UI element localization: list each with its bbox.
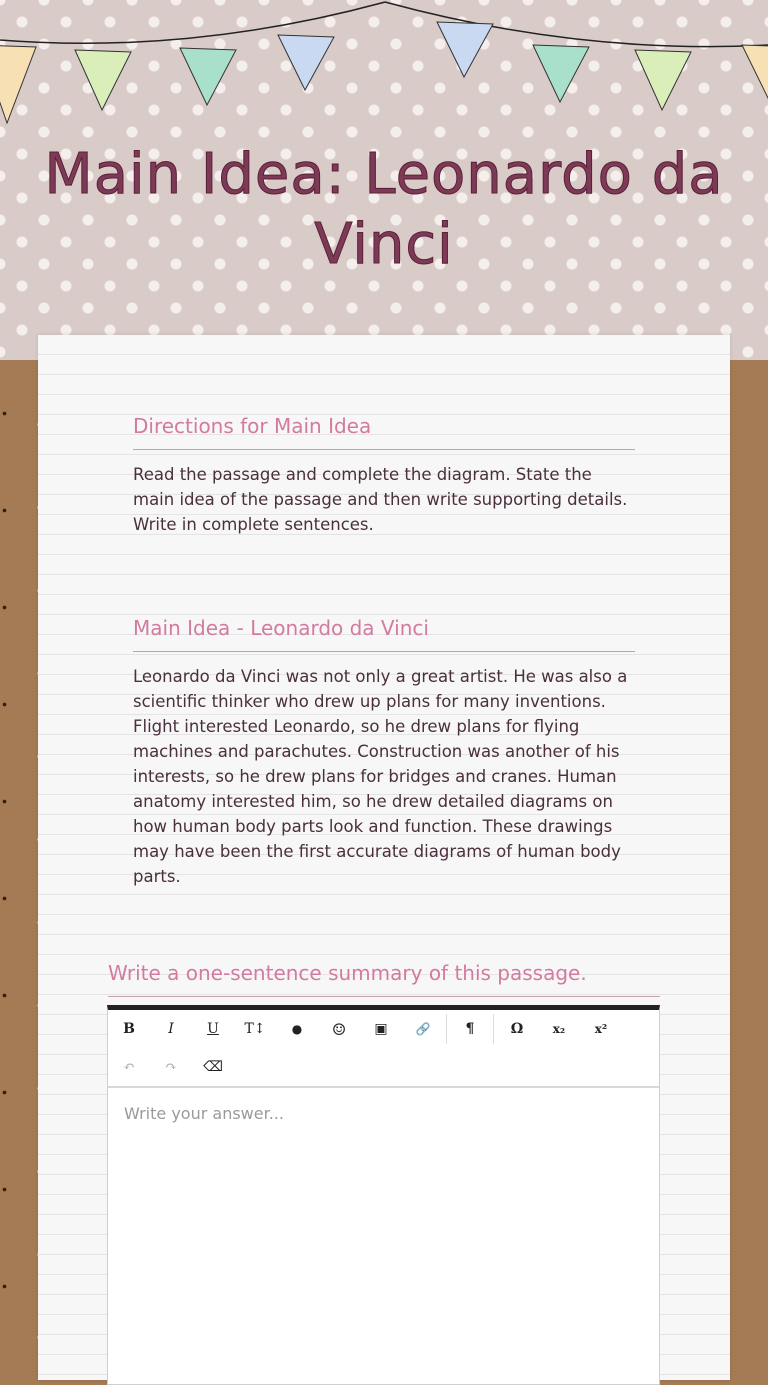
underline-button[interactable]: U	[207, 1021, 219, 1037]
worksheet-paper	[38, 335, 730, 1380]
bunting-decoration	[0, 0, 768, 130]
passage-heading: Main Idea - Leonardo da Vinci	[133, 615, 635, 652]
directions-section	[133, 413, 635, 537]
bunting-flag	[0, 45, 36, 123]
bold-button[interactable]: B	[123, 1021, 135, 1037]
paragraph-direction-icon[interactable]: ¶	[465, 1021, 475, 1037]
clear-format-icon[interactable]: ⌫	[203, 1059, 223, 1075]
answer-input[interactable]: Write your answer...	[124, 1104, 284, 1123]
editor-toolbar	[108, 1010, 659, 1088]
directions-body: Read the passage and complete the diagram. State the main idea of the passage and then write supporting details. Write in complete sentences.	[133, 465, 628, 534]
bunting-flag	[278, 35, 334, 90]
image-icon[interactable]: ▣	[374, 1021, 388, 1037]
passage-body: Leonardo da Vinci was not only a great artist. He was also a scientific thinker who drew up plans for many inventions. Flight interested Leonardo, so he drew plans for flying machines and parachutes. Construction was another of his interests, so he drew plans for bridges and cranes. Human anatomy interested him, so he drew detailed diagrams on how human body parts look and function. These drawings may have been the first accurate diagrams of human body parts.	[133, 667, 628, 886]
question-prompt: Write a one-sentence summary of this passage.	[108, 960, 660, 997]
bunting-flag	[75, 50, 131, 110]
emoji-icon[interactable]: ☺	[331, 1019, 347, 1039]
link-icon[interactable]: 🔗	[415, 1022, 431, 1036]
superscript-button[interactable]: x²	[594, 1022, 608, 1036]
bunting-flag	[437, 22, 493, 77]
bunting-flag	[742, 45, 768, 100]
passage-section	[133, 615, 635, 889]
color-drop-icon[interactable]: ●	[291, 1022, 303, 1036]
bunting-flag	[533, 45, 589, 102]
bunting-flag	[180, 48, 236, 105]
answer-editor[interactable]	[107, 1005, 660, 1385]
toolbar-divider	[446, 1014, 447, 1044]
undo-icon[interactable]: ↶	[123, 1059, 135, 1075]
page-title: Main Idea: Leonardo da Vinci	[44, 142, 724, 277]
directions-heading: Directions for Main Idea	[133, 413, 635, 450]
subscript-button[interactable]: x₂	[552, 1022, 566, 1036]
special-character-button[interactable]: Ω	[510, 1021, 524, 1037]
bunting-flag	[635, 50, 691, 110]
redo-icon[interactable]: ↷	[165, 1059, 177, 1075]
text-size-button[interactable]: T↕	[244, 1021, 266, 1037]
italic-button[interactable]: I	[168, 1021, 174, 1037]
toolbar-divider	[493, 1014, 494, 1044]
